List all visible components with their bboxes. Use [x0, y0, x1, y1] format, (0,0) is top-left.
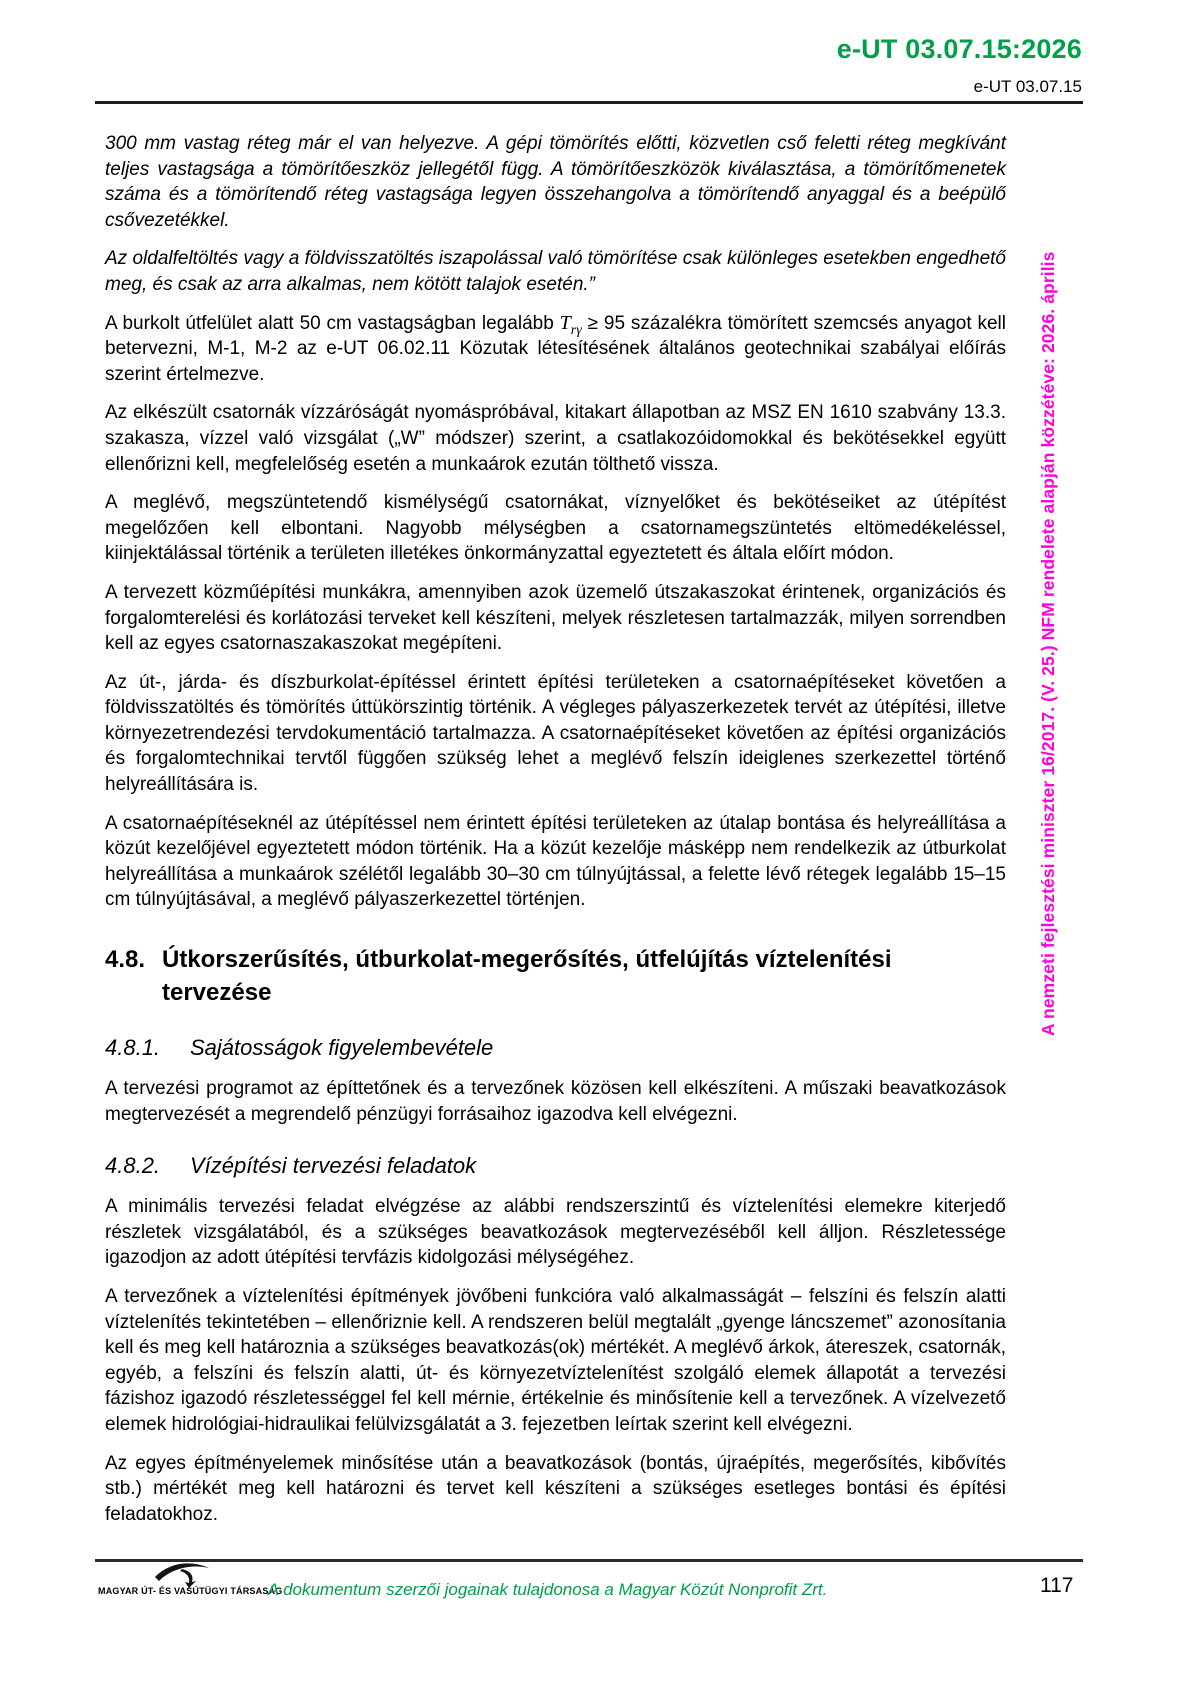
body-column: [105, 131, 1006, 1540]
subsection-heading-4-8-2: [105, 1151, 1006, 1180]
paragraph-quote-2: Az oldalfeltöltés vagy a földvisszatöltés iszapolással való tömörítése csak különleges esetekben engedhető meg, és csak az arra alkalmas, nem kötött talajok esetén.”: [105, 248, 1006, 295]
math-subscript-rgamma: rγ: [570, 322, 582, 338]
paragraph-designer-check: A tervezőnek a víztelenítési építmények jövőbeni funkcióra való alkalmasságát – felszíni és felszín alatti víztelenítés tekintetében – ellenőriznie kell. A rendszeren belül megtalált „gyenge láncszemet” azonosítania kell és meg kell határoznia a szükséges beavatkozás(ok) mértékét. A meglévő árkok, átereszek, csatornák, egyéb, a felszíni és felszín alatti, út- és környezetvíztelenítést szolgáló elemek állapotát a tervezési fázishoz igazodó részletességgel fel kell mérnie, értékelnie és minősítenie kell a tervezőnek. A vízelvezető elemek hidrológiai-hidraulikai felülvizsgálatát a 3. fejezetben leírtak szerint kell elvégezni.: [105, 1286, 1006, 1435]
publication-note-vertical: A nemzeti fejlesztési miniszter 16/2017. (V. 25.) NFM rendelete alapján közzétéve: 2026. április: [1038, 251, 1058, 1036]
copyright-notice: A dokumentum szerzői jogainak tulajdonosa a Magyar Közút Nonprofit Zrt.: [267, 1580, 828, 1599]
subsection-number: 4.8.2.: [105, 1153, 161, 1179]
math-symbol-t: T: [559, 311, 571, 334]
subsection-title: Sajátosságok figyelembevétele: [190, 1035, 494, 1061]
section-heading-4-8: [105, 943, 1006, 1009]
paragraph-restoration: A csatornaépítéseknél az útépítéssel nem érintett építési területeken az útalap bontása és helyreállítása a közút kezelőjével egyeztetett módon történik. Ha a közút kezelője másképp nem rendelkezik az útburkolat helyreállítása a munkaárok szélétől legalább 30–30 cm túlnyújtással, a felette lévő rétegek legalább 15–15 cm túlnyújtásával, a meglévő pályaszerkezettel történjen.: [105, 812, 1006, 911]
doc-code-short: e-UT 03.07.15: [973, 77, 1082, 96]
subsection-heading-4-8-1: [105, 1033, 1006, 1062]
paragraph-demolition: A meglévő, megszüntetendő kismélységű csatornákat, víznyelőket és bekötéseiket az útépítést megelőzően kell elbontani. Nagyobb mélységben a csatornamegszüntetés eltömedékeléssel, kiinjektálással történik a területen illetékes önkormányzattal egyeztetett és általa előírt módon.: [105, 492, 1006, 565]
paragraph-element-rating: Az egyes építményelemek minősítése után a beavatkozások (bontás, újraépítés, megerősítés, kibővítés stb.) mértékét meg kell határozni és tervet kell készíteni a szükséges esetleges bontási és építési feladatokhoz.: [105, 1452, 1006, 1525]
subsection-number: 4.8.1.: [105, 1035, 161, 1061]
page-number: 117: [1040, 1574, 1074, 1597]
organization-name: MAGYAR ÚT- ÉS VASÚTÜGYI TÁRSASÁG: [98, 1586, 283, 1596]
paragraph-design-program: A tervezési programot az építtetőnek és a tervezőnek közösen kell elkészíteni. A műszaki beavatkozások megtervezését a megrendelő pénzügyi forrásaihoz igazodva kell elvégezni.: [105, 1078, 1006, 1125]
section-title: Útkorszerűsítés, útburkolat-megerősítés, útfelújítás víztelenítési tervezése: [162, 946, 892, 1007]
compaction-text-after: ≥ 95 százalékra tömörített szemcsés anyagot kell betervezni, M-1, M-2 az e-UT 06.02.11 Közutak létesítésének általános geotechnikai szabályai előírás szerint értelmezve.: [105, 312, 1006, 385]
paragraph-pressure-test: Az elkészült csatornák vízzáróságát nyomáspróbával, kitakart állapotban az MSZ EN 1610 szabvány 13.3. szakasza, vízzel való vizsgálat („W” módszer) szerint, a csatlakozóidomokkal és bekötésekkel együtt ellenőrizni kell, megfelelőség esetén a munkaárok ezután tölthető vissza.: [105, 402, 1006, 475]
paragraph-compaction: [105, 311, 1006, 388]
subsection-title: Vízépítési tervezési feladatok: [190, 1153, 477, 1179]
paragraph-quote-1: 300 mm vastag réteg már el van helyezve. A gépi tömörítés előtti, közvetlen cső feletti réteg megkívánt teljes vastagsága a tömörítőeszköz jellegétől függ. A tömörítőeszközök kiválasztása, a tömörítőmenetek száma és a tömörítendő réteg vastagsága legyen összehangolva a tömörítendő anyaggal és a beépülő csővezetékkel.: [105, 133, 1006, 231]
doc-code-full: e-UT 03.07.15:2026: [836, 34, 1082, 64]
compaction-text-before: A burkolt útfelület alatt 50 cm vastagságban legalább: [105, 312, 560, 334]
paragraph-utility-works: A tervezett közműépítési munkákra, amennyiben azok üzemelő útszakaszokat érintenek, organizációs és forgalomterelési és korlátozási terveket kell készíteni, melyek részletesen tartalmazzák, milyen sorrendben kell az egyes csatornaszakaszokat megépíteni.: [105, 581, 1006, 655]
section-number: 4.8.: [105, 946, 146, 974]
paragraph-minimum-design-task: A minimális tervezési feladat elvégzése az alábbi rendszerszintű és víztelenítési elemekre kiterjedő részletek vizsgálatából, és a szükséges beavatkozások megtervezéséből kell álljon. Részletessége igazodjon az adott útépítési tervfázis kidolgozási mélységéhez.: [105, 1196, 1006, 1269]
header-rule: [95, 101, 1083, 104]
paragraph-pavement-construction: Az út-, járda- és díszburkolat-építéssel érintett építési területeken a csatornaépítéseket követően a földvisszatöltés és tömörítés úttükörszintig történik. A végleges pályaszerkezetek tervét az útépítési, illetve környezetrendezési tervdokumentáció tartalmazza. A csatornaépítéseket követően az építési organizációs és forgalomtechnikai tervtől függően szükség lehet a meglévő felszín ideiglenes szerkezettel történő helyreállítására is.: [105, 671, 1006, 796]
